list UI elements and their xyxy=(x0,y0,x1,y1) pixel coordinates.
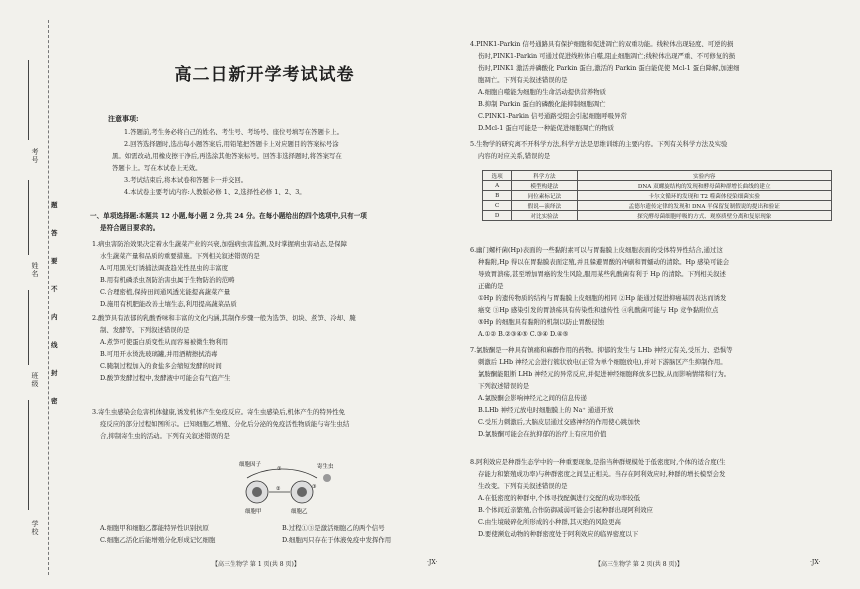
q2-option[interactable]: D.酸笋发酵过程中,发酵液中可能会有气泡产生 xyxy=(100,374,231,382)
page-footer: 【高三生物学 第 1 页(共 8 页)】 xyxy=(212,561,300,568)
q6-stem: 种黏附,Hp 得以在胃黏膜表面定殖,并且躲避胃酸的冲刷和胃蠕动的清除。Hp 感染可能会 xyxy=(478,258,730,266)
diagram-label-parasite: 寄生虫 xyxy=(317,464,334,470)
q1-option[interactable]: B.用有机磷杀虫剂防治害虫属于生物防治的范畴 xyxy=(100,276,235,284)
q6-statement: ①Hp 的遗传物质的结构与胃黏膜上皮细胞的相同 ②Hp 能通过促进抑癌基因表达而诱发 xyxy=(478,294,727,302)
table-cell: B xyxy=(483,191,512,201)
q2-stem: 制、发酵等。下列叙述错误的是 xyxy=(100,326,190,334)
q1-stem: 水生蔬菜产量和品质的重要措施。下列相关叙述错误的是 xyxy=(100,252,260,260)
q4-option[interactable]: B.抑制 Parkin 蛋白的磷酸化能抑制细胞凋亡 xyxy=(478,100,606,108)
table-cell: 卡尔文循环的发现和 T2 噬菌体侵染细菌实验 xyxy=(577,191,831,201)
right-column xyxy=(470,0,845,589)
table-header: 实验内容 xyxy=(577,171,831,181)
table-cell: 孟德尔遗传定律的发现和 DNA 半保留复制假说的提出和验证 xyxy=(577,201,831,211)
table-cell: A xyxy=(483,181,512,191)
q7-option[interactable]: A.氯胺酮会影响神经元之间的信息传递 xyxy=(478,394,587,402)
q1-option[interactable]: D.施用有机肥能改善土壤生态,利用提高蔬菜品质 xyxy=(100,300,237,308)
diagram-mark: ② xyxy=(276,486,281,492)
q7-stem: 下列叙述错误的是 xyxy=(478,382,530,390)
q8-stem: 存能力和繁殖成功率)与种群密度之间呈正相关。当存在阿利效应时,种群的增长模型会发 xyxy=(478,470,726,478)
q4-stem: 伤时,PINK1 激活并磷酸化 Parkin 蛋白,激活的 Parkin 蛋白能促使 Mcl-1 蛋白降解,加速细 xyxy=(478,64,740,72)
q7-stem: 氯胺酮能阻断 LHb 神经元的异常反应,并促进神经细胞释放多巴胺,从而影响情绪和行为。 xyxy=(478,370,731,378)
binding-char: 封 xyxy=(51,369,58,377)
q3-stem: 3.寄生虫感染会危害机体健康,诱发机体产生免疫反应。寄生虫感染后,机体产生的特异性免 xyxy=(92,408,346,416)
diagram-label-factor: 细胞因子 xyxy=(239,462,262,468)
notice-line: 答题卡上。写在本试卷上无效。 xyxy=(112,164,202,172)
q8-option[interactable]: B.个体间近亲繁殖,合作防御减弱可能会引起种群出现阿利效应 xyxy=(478,506,653,514)
binding-char: 题 xyxy=(51,201,58,209)
table-cell: 假说—演绎法 xyxy=(512,201,577,211)
diagram-label-cell-b: 细胞乙 xyxy=(291,509,308,515)
q7-option[interactable]: D.氯胺酮可能会在抗抑郁的治疗上有应用价值 xyxy=(478,430,607,438)
table-header-row xyxy=(483,171,832,181)
binding-margin xyxy=(0,0,70,589)
q6-stem: 正确的是 xyxy=(478,282,504,290)
q6-statement: 癌变 ③Hp 感染引发的胃溃疡具有传染性和遗传性 ④乳酸菌可能与 Hp 竞争黏附位点 xyxy=(478,306,719,314)
diagram-mark: ① xyxy=(277,466,282,472)
table-cell: 模型构建法 xyxy=(512,181,577,191)
q8-stem: 生改变。下列有关叙述错误的是 xyxy=(478,482,568,490)
table-row xyxy=(483,201,832,211)
q4-stem: 伤时,PINK1-Parkin 可通过促进线粒体自噬,阻止细胞凋亡;线粒体出现严重、不可修复的损 xyxy=(478,52,736,60)
q5-stem: 内容的对应关系,错误的是 xyxy=(478,152,551,160)
q2-stem: 2.酸笋具有浓郁的乳酸香味和丰富的文化内涵,其制作步骤一般为选笋、切块、煮笋、冷却、腌 xyxy=(92,314,356,322)
fill-line-exam-no[interactable] xyxy=(28,60,30,140)
table-cell: 对比实验法 xyxy=(512,211,577,221)
q3-option[interactable]: C.细胞乙活化后能增殖分化形成记忆细胞 xyxy=(100,536,216,544)
q3-option[interactable]: B.过程①③是激活细胞乙的两个信号 xyxy=(282,524,385,532)
binding-char: 密 xyxy=(51,397,58,405)
fill-line-class[interactable] xyxy=(28,290,30,365)
margin-label-name: 姓名 xyxy=(31,262,39,278)
binding-line xyxy=(48,20,49,575)
q1-option[interactable]: C.合理密植,保持田间通风透光能提高蔬菜产量 xyxy=(100,288,231,296)
notice-line: 3.考试结束后,将本试卷和答题卡一并交回。 xyxy=(124,176,248,184)
q6-options[interactable]: A.①② B.②③④⑤ C.③④ D.④⑤ xyxy=(478,330,569,338)
table-cell: DNA 双螺旋结构的发现和酵母菌种群增长曲线的建立 xyxy=(577,181,831,191)
exam-title: 高二日新开学考试试卷 xyxy=(174,65,355,85)
q2-option[interactable]: A.煮笋可使蛋白质变性从而容易被微生物利用 xyxy=(100,338,229,346)
table-cell: 探究酵母菌细胞呼吸的方式、观察质壁分离和复原现象 xyxy=(577,211,831,221)
q4-option[interactable]: A.细胞自噬能为细胞的生命活动提供营养物质 xyxy=(478,88,607,96)
table-header: 科学方法 xyxy=(512,171,577,181)
q3-option[interactable]: D.细胞丙只存在于体液免疫中发挥作用 xyxy=(282,536,392,544)
q3-stem: 合,抑制寄生虫的活动。下列有关叙述错误的是 xyxy=(100,432,230,440)
diagram-mark: ③ xyxy=(312,484,317,490)
left-column xyxy=(72,0,457,589)
binding-char: 不 xyxy=(51,285,58,293)
q4-stem: 4.PINK1-Parkin 信号通路具有保护细胞和促进凋亡的双重功能。线粒体出现轻度、可逆的损 xyxy=(470,40,734,48)
page-footer: 【高三生物学 第 2 页(共 8 页)】 xyxy=(595,561,683,568)
table-row xyxy=(483,181,832,191)
q6-stem: 导致胃溃疡,甚至增加胃癌的发生风险,服用某些乳酸菌有利于 Hp 的清除。下列相关叙述 xyxy=(478,270,726,278)
q6-stem: 6.幽门螺杆菌(Hp)表面的一些黏附素可以与胃黏膜上皮细胞表面的受体特异性结合,通过这 xyxy=(470,246,723,254)
table-cell: 同位素标记法 xyxy=(512,191,577,201)
binding-char: 内 xyxy=(51,313,58,321)
margin-label-school: 学校 xyxy=(31,520,39,536)
table-header: 选项 xyxy=(483,171,512,181)
q7-option[interactable]: C.受压力刺激后,大脑皮层通过交感神经的作用使心跳加快 xyxy=(478,418,641,426)
notice-line: 黑。如需改动,用橡皮擦干净后,再选涂其他答案标号。回答非选择题时,将答案写在 xyxy=(112,152,342,160)
q1-option[interactable]: A.可用黑光灯诱捕法调查趋光性昆虫的丰富度 xyxy=(100,264,229,272)
q8-option[interactable]: A.在低密度的种群中,个体寻找配偶进行交配的成功率较低 xyxy=(478,494,641,502)
notice-line: 4.本试卷主要考试内容:人教版必修 1、2,选择性必修 1、2、3。 xyxy=(124,188,306,196)
q3-option[interactable]: A.细胞甲和细胞乙都能特异性识别抗原 xyxy=(100,524,209,532)
q8-stem: 8.阿利效应是种群生态学中的一种重要现象,是指当种群规模处于低密度时,个体的适合度(生 xyxy=(470,458,726,466)
binding-char: 要 xyxy=(51,257,58,265)
q1-stem: 1.病虫害防治效果决定着水生蔬菜产业的兴衰,加强病虫害监测,及时掌握病虫害动态,是保障 xyxy=(92,240,348,248)
margin-label-class: 班级 xyxy=(31,372,39,388)
table-cell: D xyxy=(483,211,512,221)
q2-option[interactable]: B.可用开水烫洗玻璃罐,并用酒精擦拭消毒 xyxy=(100,350,218,358)
fill-line-name[interactable] xyxy=(28,180,30,255)
q5-table xyxy=(482,170,832,221)
q4-option[interactable]: D.Mcl-1 蛋白可能是一种能促进细胞凋亡的物质 xyxy=(478,124,614,132)
notice-heading: 注意事项: xyxy=(108,114,139,123)
section-heading: 是符合题目要求的。 xyxy=(100,224,160,232)
q7-option[interactable]: B.LHb 神经元放电时细胞膜上的 Na⁺ 通道开放 xyxy=(478,406,614,414)
q7-stem: 7.氯胺酮是一种具有镇痛和麻醉作用的药物。抑郁的发生与 LHb 神经元有关,受压力、恐惧等 xyxy=(470,346,733,354)
binding-char: 线 xyxy=(51,341,58,349)
q8-option[interactable]: C.由生境破碎化所形成的小种群,其灭绝的风险更高 xyxy=(478,518,621,526)
footer-mark: ·JX· xyxy=(427,559,438,566)
q5-stem: 5.生物学的研究离不开科学方法,科学方法是思维训练的主要内容。下列有关科学方法及实验 xyxy=(470,140,728,148)
notice-line: 1.答题前,考生务必将自己的姓名、考生号、考场号、座位号填写在答题卡上。 xyxy=(124,128,344,136)
fill-line-school[interactable] xyxy=(28,400,30,510)
immune-diagram xyxy=(217,458,347,516)
table-cell: C xyxy=(483,201,512,211)
q6-statement: ⑤Hp 的细胞具有黏附的机制以防止胃酸侵蚀 xyxy=(478,318,605,326)
margin-label-exam-no: 考号 xyxy=(31,148,39,164)
table-row xyxy=(483,211,832,221)
q4-stem: 胞凋亡。下列有关叙述错误的是 xyxy=(478,76,568,84)
q3-stem: 疫反应的部分过程如图所示。已知细胞乙增殖、分化后分泌的免疫活性物质能与寄生虫结 xyxy=(100,420,350,428)
footer-mark: ·JX· xyxy=(810,559,821,566)
q2-option[interactable]: C.腌制过程加入的食盐多会缩短发酵的时间 xyxy=(100,362,222,370)
table-row xyxy=(483,191,832,201)
section-heading: 一、单项选择题:本题共 12 小题,每小题 2 分,共 24 分。在每小题给出的四个选项中,只有一项 xyxy=(90,212,367,220)
notice-line: 2.回答选择题时,选出每小题答案后,用铅笔把答题卡上对应题目的答案标号涂 xyxy=(124,140,339,148)
binding-char: 答 xyxy=(51,229,58,237)
q8-option[interactable]: D.要使濒危动物的种群密度处于阿利效应的临界密度以下 xyxy=(478,530,639,538)
q7-stem: 刺激后 LHb 神经元会进行簇状放电(正常为单个细胞放电),并对下游脑区产生抑制作用。 xyxy=(478,358,727,366)
q4-option[interactable]: C.PINK1-Parkin 信号通路受阻会引起细胞呼吸异常 xyxy=(478,112,627,120)
diagram-label-cell-a: 细胞甲 xyxy=(245,509,262,515)
